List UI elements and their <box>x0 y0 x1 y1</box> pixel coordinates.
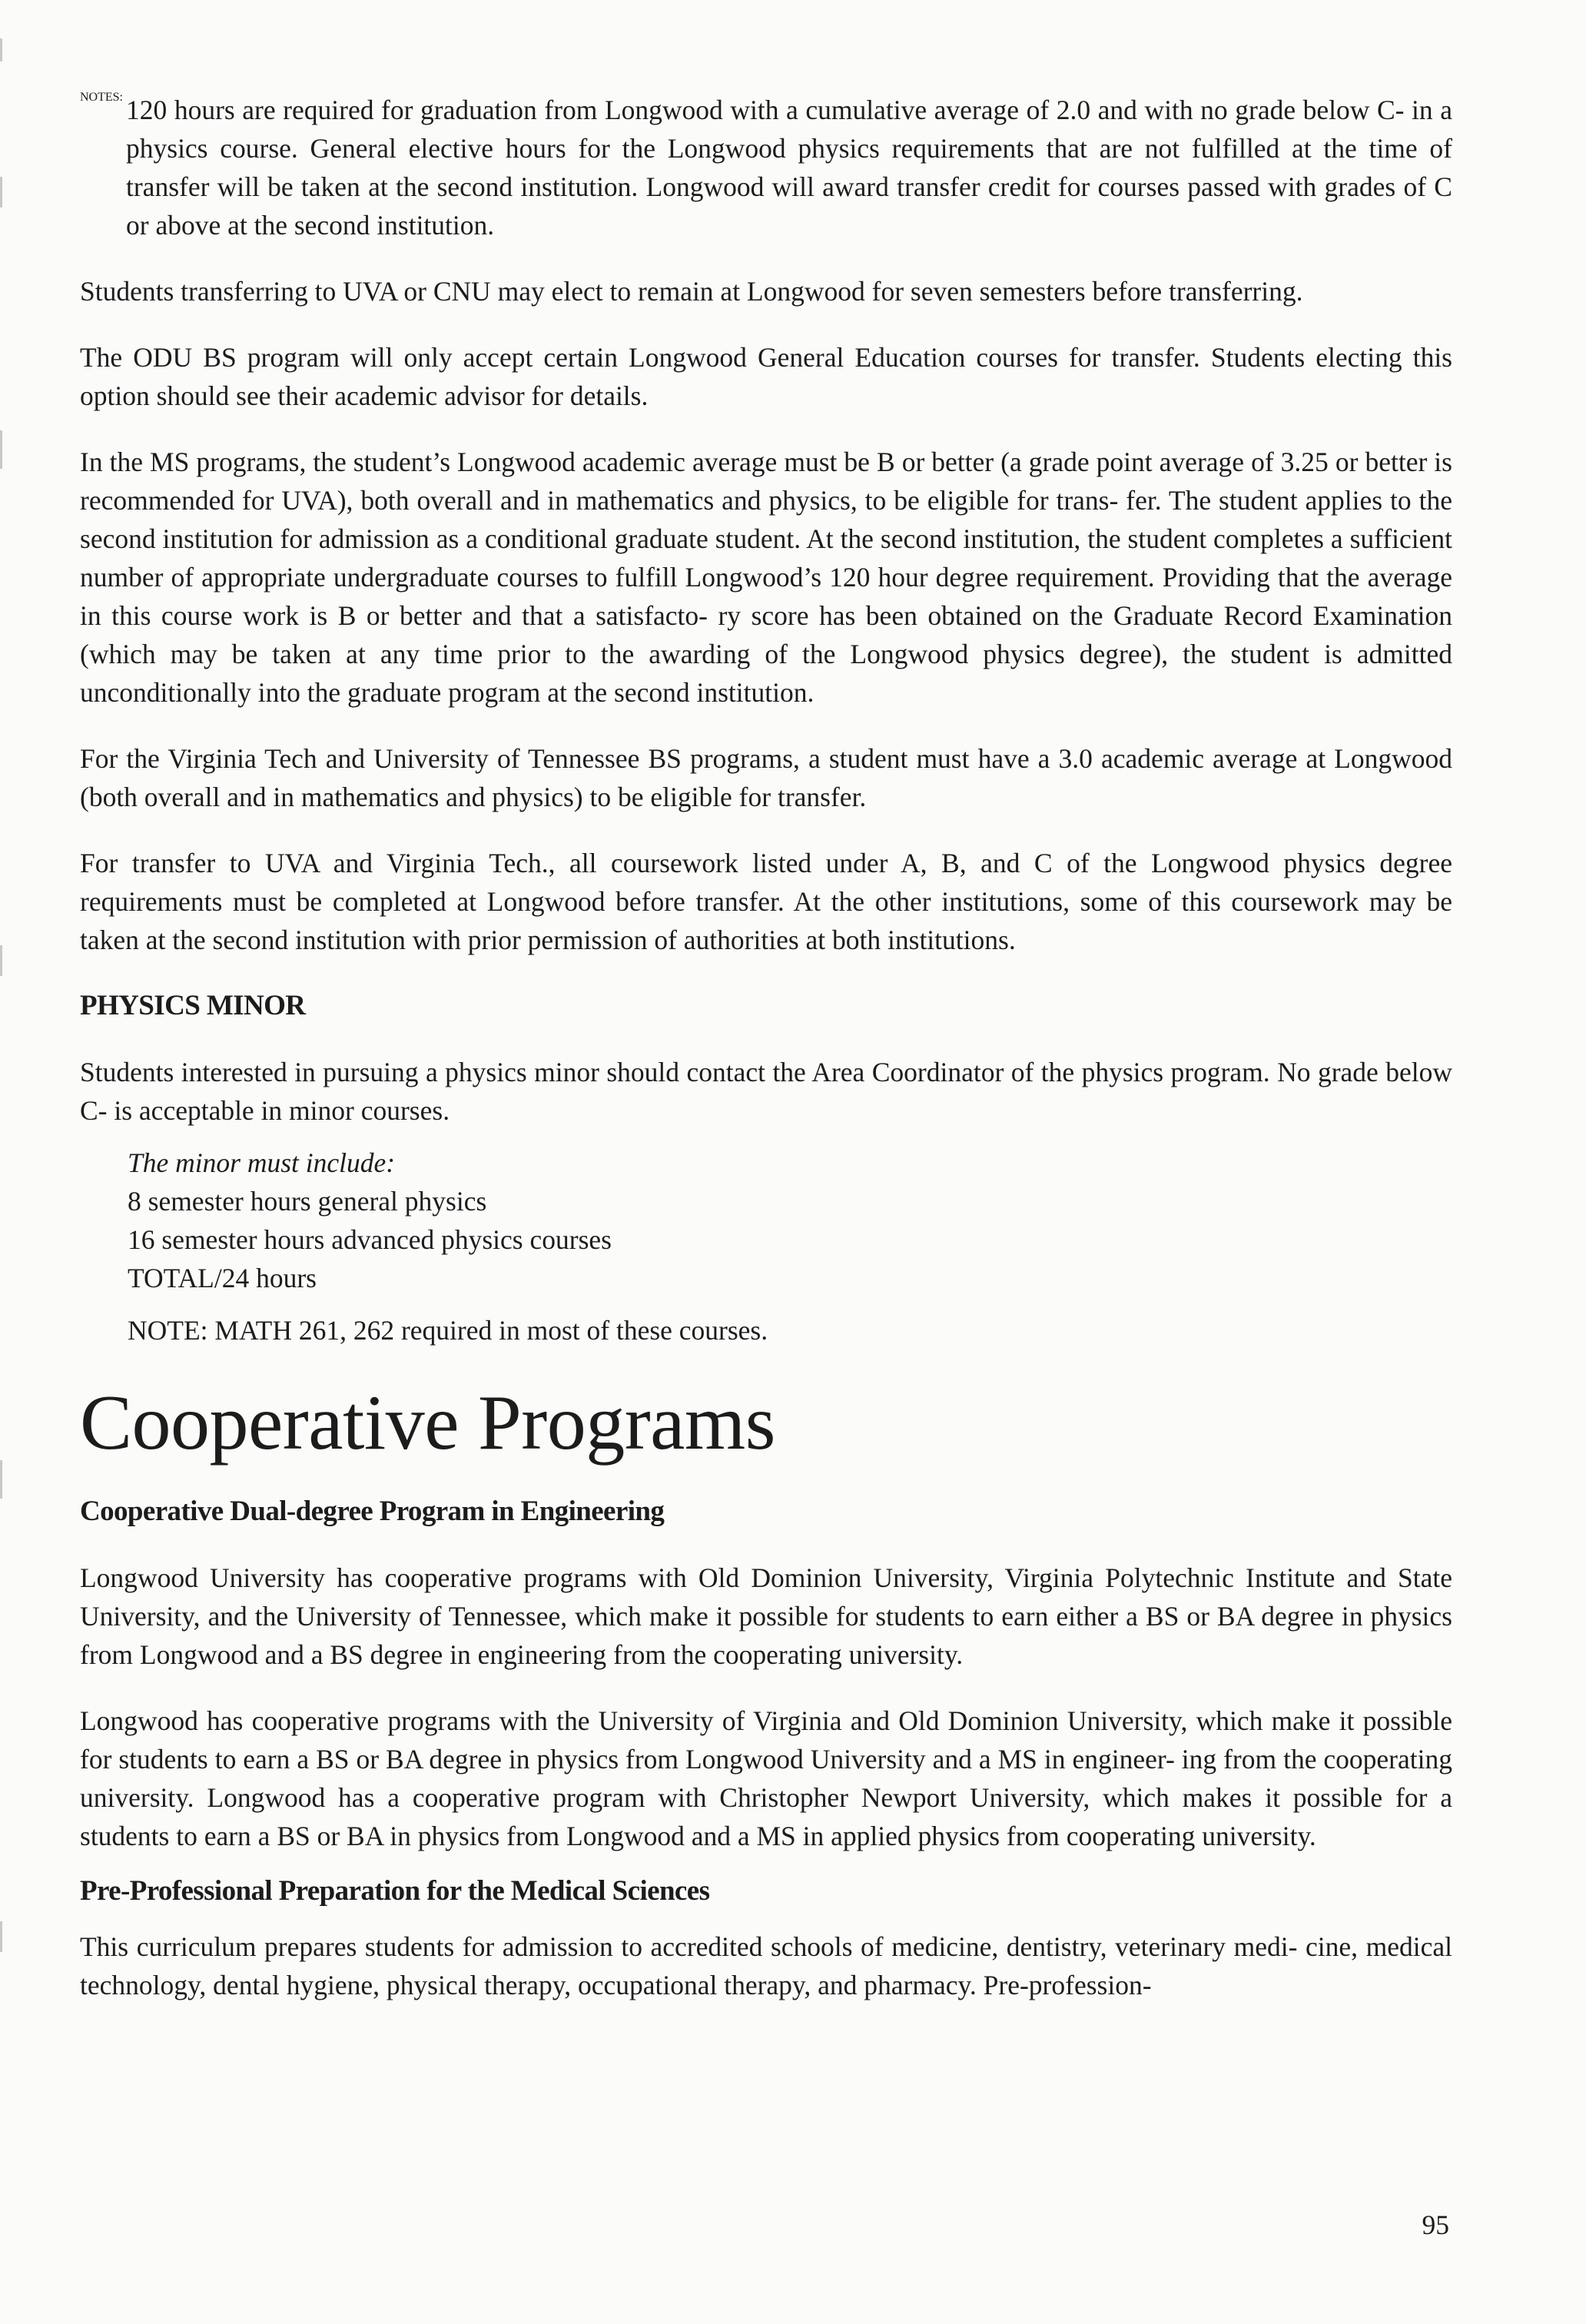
physics-minor-heading: PHYSICS MINOR <box>80 990 306 1021</box>
scan-margin-mark <box>0 38 2 61</box>
page-number: 95 <box>1422 2209 1449 2240</box>
notes-text: 120 hours are required for graduation from Longwood with a cumulative average of 2.0 and with no grade below C- in a physics course. General elective hours for the Longwood physics requirements that are not fulfilled at the time of transfer will be taken at the second institution. Longwood will award transfer credit for courses passed with grades of C or above at the second institution. <box>126 95 1452 241</box>
notes-label: NOTES: <box>80 91 126 104</box>
engineering-paragraph: Longwood has cooperative programs with the University of Virginia and Old Dominion University, which make it possible for students to earn a BS or BA degree in physics from Longwood University and a MS in engineer- ing from the cooperating university. Longwood has a cooperative program with Christopher Newport University, which makes it possible for a students to earn a BS or BA in physics from Longwood and a MS in applied physics from cooperating university. <box>80 1705 1452 1851</box>
notes-block <box>80 91 1452 244</box>
paragraph-vt-tennessee: For the Virginia Tech and University of Tennessee BS programs, a student must have a 3.0 academic average at Longwood (both overall and in mathematics and physics) to be eligible for transfer. <box>80 743 1452 812</box>
minor-item: 16 semester hours advanced physics courses <box>128 1224 612 1255</box>
engineering-heading: Cooperative Dual-degree Program in Engineering <box>80 1496 665 1527</box>
engineering-paragraph: Longwood University has cooperative programs with Old Dominion University, Virginia Polytechnic Institute and State University, and the University of Tennessee, which make it possible for students to earn either a BS or BA degree in physics from Longwood and a BS degree in engineering from the cooperating university. <box>80 1562 1452 1670</box>
medical-paragraph: This curriculum prepares students for admission to accredited schools of medicine, dentistry, veterinary medi- cine, medical technology, dental hygiene, physical therapy, occupational therapy, and pharmacy. Pre-profession- <box>80 1931 1452 2000</box>
minor-intro: The minor must include: <box>128 1147 396 1178</box>
minor-note: NOTE: MATH 261, 262 required in most of these courses. <box>128 1315 768 1346</box>
scan-margin-mark <box>0 1921 2 1952</box>
minor-item: 8 semester hours general physics <box>128 1186 487 1217</box>
scan-margin-mark <box>0 430 2 469</box>
paragraph-uva-cnu: Students transferring to UVA or CNU may elect to remain at Longwood for seven semesters before transferring. <box>80 276 1303 307</box>
minor-item: TOTAL/24 hours <box>128 1263 317 1293</box>
paragraph-ms-programs: In the MS programs, the student’s Longwood academic average must be B or better (a grade point average of 3.25 or better is recommended for UVA), both overall and in mathematics and physics, to be eligible for trans- fer. The student applies to the second institution for admission as a conditional graduate student. At the second institution, the student completes a sufficient number of appropriate undergraduate courses to fulfill Longwood’s 120 hour degree requirement. Providing that the average in this course work is B or better and that a satisfacto- ry score has been obtained on the Graduate Record Examination (which may be taken at any time prior to the awarding of the Longwood physics degree), the student is admitted unconditionally into the graduate program at the second institution. <box>80 447 1452 708</box>
section-title: Cooperative Programs <box>80 1379 775 1466</box>
scan-margin-mark <box>0 1460 2 1499</box>
medical-heading: Pre-Professional Preparation for the Medical Sciences <box>80 1875 710 1907</box>
physics-minor-text: Students interested in pursuing a physics minor should contact the Area Coordinator of the physics program. No grade below C- is acceptable in minor courses. <box>80 1057 1452 1126</box>
minor-requirements <box>128 1144 1452 1297</box>
scan-margin-mark <box>0 177 2 208</box>
paragraph-odu: The ODU BS program will only accept certain Longwood General Education courses for transfer. Students electing this option should see their academic advisor for details. <box>80 342 1452 411</box>
document-page <box>80 91 1452 2032</box>
scan-margin-mark <box>0 945 2 976</box>
paragraph-transfer-coursework: For transfer to UVA and Virginia Tech., all coursework listed under A, B, and C of the Longwood physics degree requirements must be completed at Longwood before transfer. At the other institutions, some of this coursework may be taken at the second institution with prior permission of authorities at both institutions. <box>80 848 1452 955</box>
